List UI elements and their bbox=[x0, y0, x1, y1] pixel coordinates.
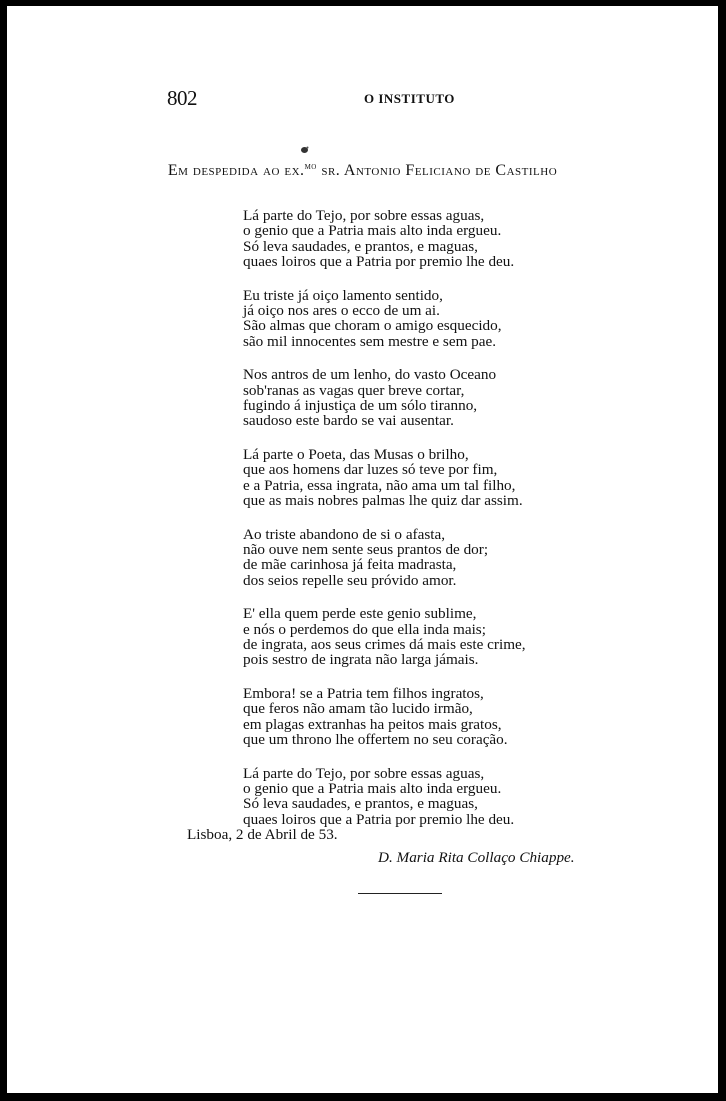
stanza bbox=[243, 527, 603, 588]
book-page bbox=[7, 6, 718, 1093]
poem-line: são mil innocentes sem mestre e sem pae. bbox=[243, 332, 497, 350]
poem-line: o genio que a Patria mais alto inda ergueu. bbox=[243, 222, 502, 240]
poem-line: Ao triste abandono de si o afasta, bbox=[243, 525, 446, 543]
author-signature: D. Maria Rita Collaço Chiappe. bbox=[378, 849, 575, 866]
journal-name: O INSTITUTO bbox=[364, 91, 455, 106]
poem-line: Nos antros de um lenho, do vasto Oceano bbox=[243, 366, 497, 384]
poem-line: que um throno lhe offertem no seu coração. bbox=[243, 731, 508, 749]
stanza bbox=[243, 367, 603, 428]
poem-line: que feros não amam tão lucido irmão, bbox=[243, 700, 473, 718]
poem-line: o genio que a Patria mais alto inda ergueu. bbox=[243, 780, 502, 798]
poem-line: Eu triste já oiço lamento sentido, bbox=[243, 286, 443, 304]
poem-line: de mãe carinhosa já feita madrasta, bbox=[243, 556, 457, 574]
page-number: 802 bbox=[167, 86, 197, 110]
poem-line: e nós o perdemos do que ella inda mais; bbox=[243, 620, 486, 638]
poem-line: pois sestro de ingrata não larga jámais. bbox=[243, 651, 479, 669]
poem-line: saudoso este bardo se vai ausentar. bbox=[243, 412, 454, 430]
poem-title bbox=[7, 161, 718, 180]
poem-line: sob'ranas as vagas quer breve cortar, bbox=[243, 381, 465, 399]
poem-line: Só leva saudades, e prantos, e maguas, bbox=[243, 237, 478, 255]
poem-line: Lá parte do Tejo, por sobre essas aguas, bbox=[243, 764, 485, 782]
poem-line: não ouve nem sente seus prantos de dor; bbox=[243, 541, 489, 559]
poem-line: de ingrata, aos seus crimes dá mais este crime, bbox=[243, 636, 526, 654]
stanza bbox=[243, 606, 603, 667]
title-suffix: sr. Antonio Feliciano de Castilho bbox=[316, 162, 558, 179]
poem-line: Embora! se a Patria tem filhos ingratos, bbox=[243, 685, 484, 703]
stanza bbox=[243, 288, 603, 349]
stanza bbox=[243, 447, 603, 508]
poem-line: quaes loiros que a Patria por premio lhe deu. bbox=[243, 252, 515, 270]
poem-line: que as mais nobres palmas lhe quiz dar assim. bbox=[243, 491, 523, 509]
poem-line: São almas que choram o amigo esquecido, bbox=[243, 317, 502, 335]
place-date: Lisboa, 2 de Abril de 53. bbox=[187, 826, 338, 843]
stanza bbox=[243, 208, 603, 269]
poem-line: em plagas extranhas ha peitos mais gratos, bbox=[243, 715, 502, 733]
poem-line: e a Patria, essa ingrata, não ama um tal filho, bbox=[243, 476, 516, 494]
poem-line: Lá parte do Tejo, por sobre essas aguas, bbox=[243, 207, 485, 224]
poem-line: que aos homens dar luzes só teve por fim, bbox=[243, 461, 498, 479]
stanza bbox=[243, 766, 603, 827]
running-head bbox=[167, 86, 477, 116]
stanza bbox=[243, 686, 603, 747]
poem-line: Lá parte o Poeta, das Musas o brilho, bbox=[243, 446, 469, 464]
poem-line: fugindo á injustiça de um sólo tiranno, bbox=[243, 396, 478, 414]
poem-body bbox=[243, 208, 603, 846]
end-rule bbox=[358, 893, 442, 894]
poem-line: já oiço nos ares o ecco de um ai. bbox=[243, 301, 440, 319]
poem-line: Só leva saudades, e prantos, e maguas, bbox=[243, 795, 478, 813]
poem-line: quaes loiros que a Patria por premio lhe deu. bbox=[243, 810, 515, 828]
poem-line: dos seios repelle seu próvido amor. bbox=[243, 571, 457, 589]
ink-speck-mark bbox=[300, 146, 309, 154]
title-prefix: Em despedida ao ex. bbox=[167, 162, 305, 179]
poem-line: E' ella quem perde este genio sublime, bbox=[243, 605, 477, 623]
title-superscript: mo bbox=[304, 161, 317, 172]
